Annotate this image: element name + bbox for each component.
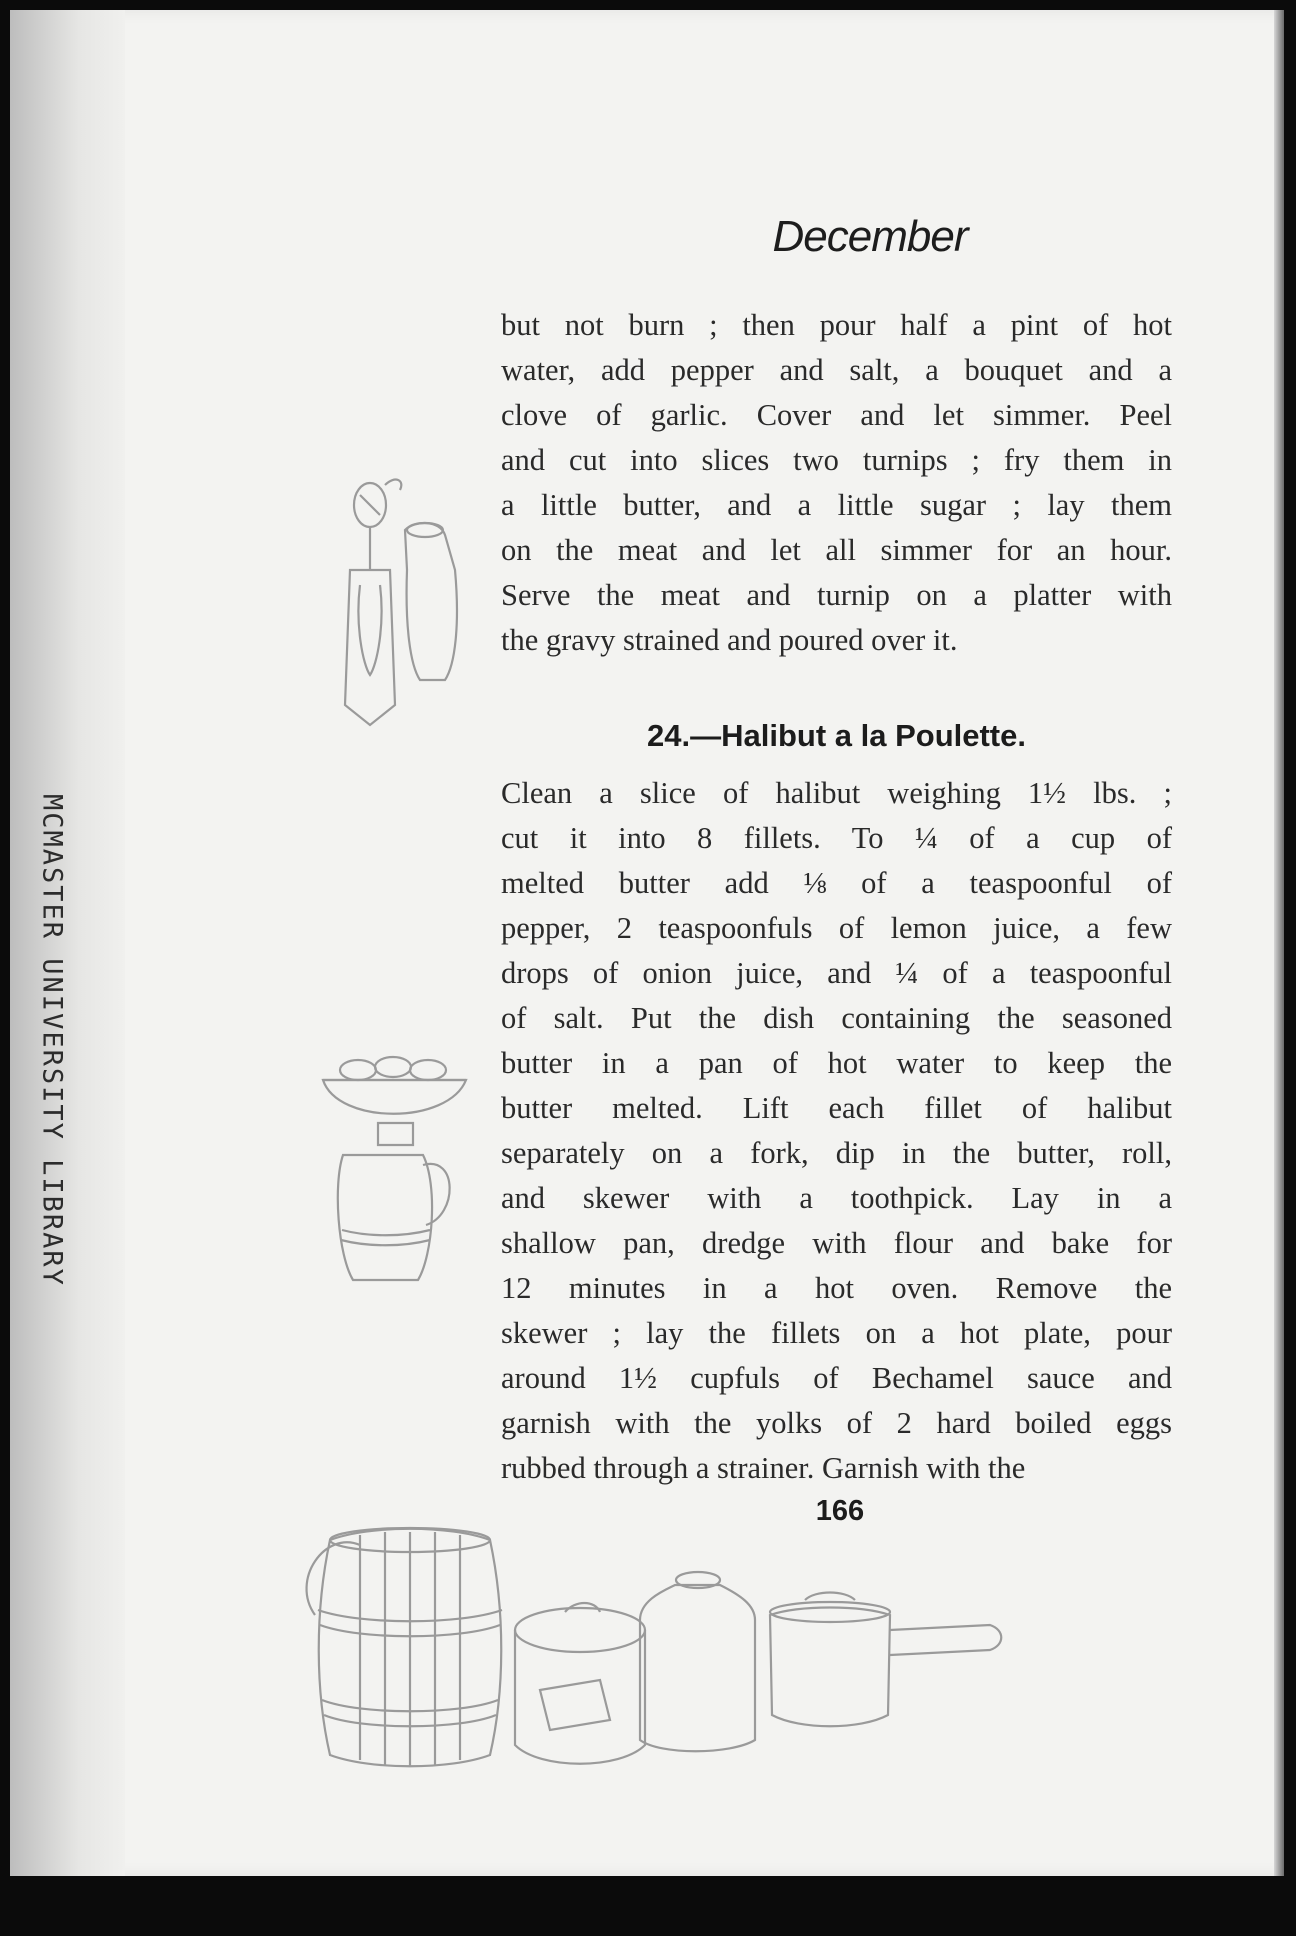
text-line: Clean a slice of halibut weighing 1½ lbs. ; [501,776,1172,810]
page-edge [1274,10,1284,1876]
text-line: butter in a pan of hot water to keep the [501,1046,1172,1080]
recipe-paragraph [501,771,1172,1491]
text-line: clove of garlic. Cover and let simmer. Peel [501,398,1172,432]
text-line: and skewer with a toothpick. Lay in a [501,1181,1172,1215]
text-line: but not burn ; then pour half a pint of hot [501,308,1172,342]
library-stamp-text: MCMASTER UNIVERSITY LIBRARY [36,793,68,1287]
barrel-crock-jar-saucepan-illustration [300,1520,1020,1770]
egg-beater-and-jar-illustration [325,475,475,745]
text-line: garnish with the yolks of 2 hard boiled eggs [501,1406,1172,1440]
text-line: a little butter, and a little sugar ; lay them [501,488,1172,522]
continued-paragraph [501,303,1172,663]
text-line: water, add pepper and salt, a bouquet and a [501,353,1172,387]
text-line: and cut into slices two turnips ; fry them in [501,443,1172,477]
running-head: December [772,212,968,261]
text-line: on the meat and let all simmer for an hour. [501,533,1172,567]
text-line: separately on a fork, dip in the butter, roll, [501,1136,1172,1170]
text-line: the gravy strained and poured over it. [501,623,958,657]
library-stamp [18,720,86,1360]
text-line: melted butter add ⅛ of a teaspoonful of [501,866,1172,900]
text-line: Serve the meat and turnip on a platter with [501,578,1172,612]
text-line: rubbed through a strainer. Garnish with the [501,1451,1026,1485]
text-line: 12 minutes in a hot oven. Remove the [501,1271,1172,1305]
recipe-title: 24.—Halibut a la Poulette. [647,718,1026,753]
text-line: around 1½ cupfuls of Bechamel sauce and [501,1361,1172,1395]
text-line: cut it into 8 fillets. To ¼ of a cup of [501,821,1172,855]
bowl-and-pitcher-illustration [318,1055,478,1295]
text-line: butter melted. Lift each fillet of halibut [501,1091,1172,1125]
text-line: shallow pan, dredge with flour and bake for [501,1226,1172,1260]
text-line: pepper, 2 teaspoonfuls of lemon juice, a few [501,911,1172,945]
text-line: of salt. Put the dish containing the seasoned [501,1001,1172,1035]
page-number: 166 [815,1495,865,1527]
text-line: drops of onion juice, and ¼ of a teaspoonful [501,956,1172,990]
text-line: skewer ; lay the fillets on a hot plate, pour [501,1316,1172,1350]
